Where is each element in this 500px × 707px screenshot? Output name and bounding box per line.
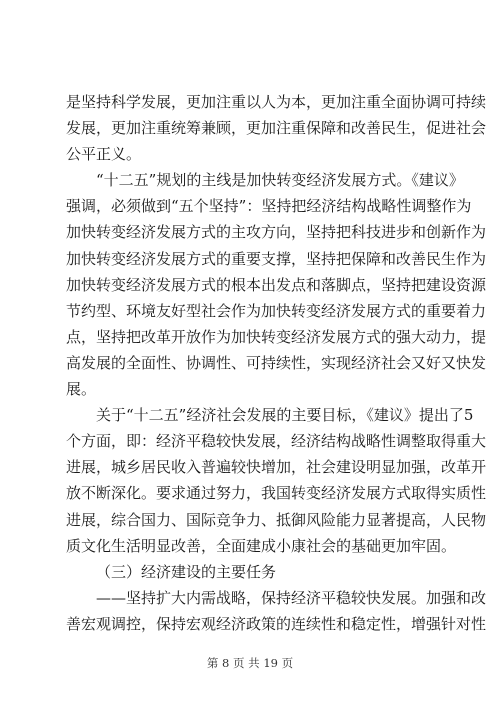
paragraph-2-line: 点，坚持把改革开放作为加快转变经济发展方式的强大动力，提 <box>66 327 487 346</box>
paragraph-2-line: 高发展的全面性、协调性、可持续性，实现经济社会又好又快发 <box>66 353 487 372</box>
paragraph-5-line: 善宏观调控，保持宏观经济政策的连续性和稳定性，增强针对性 <box>66 614 487 633</box>
paragraph-2-line: 加快转变经济发展方式的重要支撑，坚持把保障和改善民生作为 <box>66 249 487 268</box>
body-text <box>66 89 487 637</box>
paragraph-3-line: 放不断深化。要求通过努力，我国转变经济发展方式取得实质性 <box>66 484 487 503</box>
paragraph-1-line: 公平正义。 <box>66 145 142 164</box>
paragraph-2-line: 加快转变经济发展方式的根本出发点和落脚点，坚持把建设资源 <box>66 275 487 294</box>
paragraph-1-line: 发展，更加注重统筹兼顾，更加注重保障和改善民生，促进社会 <box>66 119 487 138</box>
paragraph-5-line: ——坚持扩大内需战略，保持经济平稳较快发展。加强和改 <box>96 588 487 607</box>
paragraph-1-line: 是坚持科学发展，更加注重以人为本，更加注重全面协调可持续 <box>66 93 487 111</box>
paragraph-2-line: 强调，必须做到“五个坚持”：坚持把经济结构战略性调整作为 <box>66 197 472 216</box>
paragraph-2-line: 展。 <box>66 380 97 399</box>
paragraph-3-line: 关于“十二五”经济社会发展的主要目标，《建议》提出了5 <box>96 406 474 425</box>
paragraph-2-line: 节约型、环境友好型社会作为加快转变经济发展方式的重要着力 <box>66 301 487 320</box>
paragraph-4-line: （三）经济建设的主要任务 <box>96 562 277 581</box>
paragraph-3-line: 进展，综合国力、国际竞争力、抵御风险能力显著提高，人民物 <box>66 510 487 529</box>
paragraph-3-line: 质文化生活明显改善，全面建成小康社会的基础更加牢固。 <box>66 536 457 555</box>
paragraph-3-line: 个方面，即：经济平稳较快发展，经济结构战略性调整取得重大 <box>66 432 487 451</box>
page-footer: 第 8 页 共 19 页 <box>206 656 294 670</box>
paragraph-3-line: 进展，城乡居民收入普遍较快增加，社会建设明显加强，改革开 <box>66 458 487 477</box>
paragraph-2-line: 加快转变经济发展方式的主攻方向，坚持把科技进步和创新作为 <box>66 223 487 242</box>
paragraph-2-line: “十二五”规划的主线是加快转变经济发展方式。《建议》 <box>96 171 464 190</box>
